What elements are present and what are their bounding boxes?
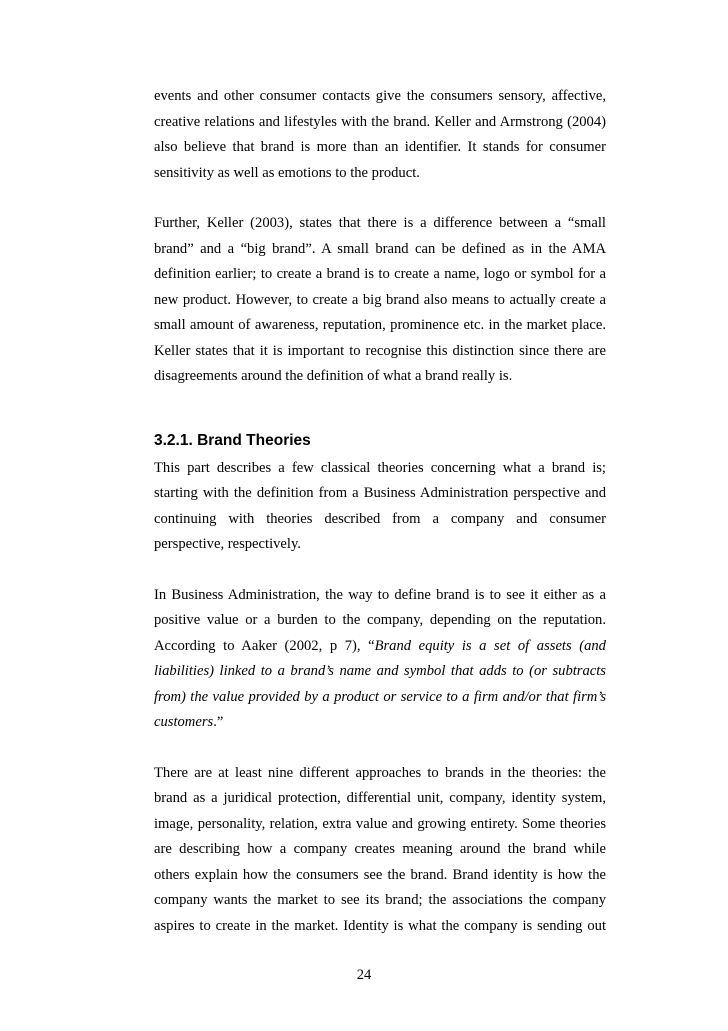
text-line: perspective, respectively. <box>154 536 301 552</box>
text-line: aspires to create in the market. Identity is what the company is sending out <box>154 917 606 934</box>
text-line: This part describes a few classical theories concerning what a brand is; <box>154 459 606 476</box>
text-line: In Business Administration, the way to define brand is to see it either as a <box>154 586 606 603</box>
quote-line: from) the value provided by a product or service to a firm and/or that firm’s <box>154 688 606 705</box>
text-line: creative relations and lifestyles with the brand. Keller and Armstrong (2004) <box>154 113 606 130</box>
text-line: events and other consumer contacts give the consumers sensory, affective, <box>154 88 606 104</box>
text-line: Further, Keller (2003), states that there is a difference between a “small <box>154 215 606 231</box>
text-line <box>154 710 606 736</box>
text-line: positive value or a burden to the company, depending on the reputation. <box>154 612 606 628</box>
paragraph-business-administration <box>154 583 606 736</box>
text-line: are describing how a company creates meaning around the brand while <box>154 841 606 857</box>
quote-text: customers <box>154 714 214 730</box>
quote-line: liabilities) linked to a brand’s name and symbol that adds to (or subtracts <box>154 663 606 679</box>
text-line: image, personality, relation, extra value and growing entirety. Some theories <box>154 815 606 832</box>
text-line: There are at least nine different approaches to brands in the theories: the <box>154 764 606 781</box>
text-line <box>154 634 606 660</box>
text-line: new product. However, to create a big brand also means to actually create a <box>154 291 606 308</box>
text-line: disagreements around the definition of what a brand really is. <box>154 368 513 384</box>
document-page <box>154 84 606 939</box>
quote-close: .” <box>213 714 224 730</box>
paragraph-brand-sensitivity <box>154 84 606 186</box>
text-line: also believe that brand is more than an identifier. It stands for consumer <box>154 139 606 155</box>
text-line: starting with the definition from a Business Administration perspective and <box>154 485 606 501</box>
citation-text: According to Aaker (2002, p 7), “ <box>154 637 375 654</box>
paragraph-nine-approaches <box>154 761 606 940</box>
section-heading: 3.2.1. Brand Theories <box>154 431 311 449</box>
text-line: others explain how the consumers see the brand. Brand identity is how the <box>154 866 606 883</box>
text-line: brand as a juridical protection, differential unit, company, identity system, <box>154 790 606 806</box>
text-line: company wants the market to see its brand; the associations the company <box>154 892 606 908</box>
quote-text: Brand equity is a set of assets (and <box>374 637 606 654</box>
page-number: 24 <box>356 967 372 983</box>
text-line: continuing with theories described from a company and consumer <box>154 510 606 527</box>
text-line: Keller states that it is important to recognise this distinction since there are <box>154 342 606 359</box>
text-line: sensitivity as well as emotions to the product. <box>154 164 420 181</box>
text-line: definition earlier; to create a brand is to create a name, logo or symbol for a <box>154 266 606 282</box>
text-line: small amount of awareness, reputation, prominence etc. in the market place. <box>154 317 606 333</box>
paragraph-small-big-brand <box>154 211 606 390</box>
text-line: brand” and a “big brand”. A small brand can be defined as in the AMA <box>154 240 606 257</box>
paragraph-theories-intro <box>154 456 606 558</box>
